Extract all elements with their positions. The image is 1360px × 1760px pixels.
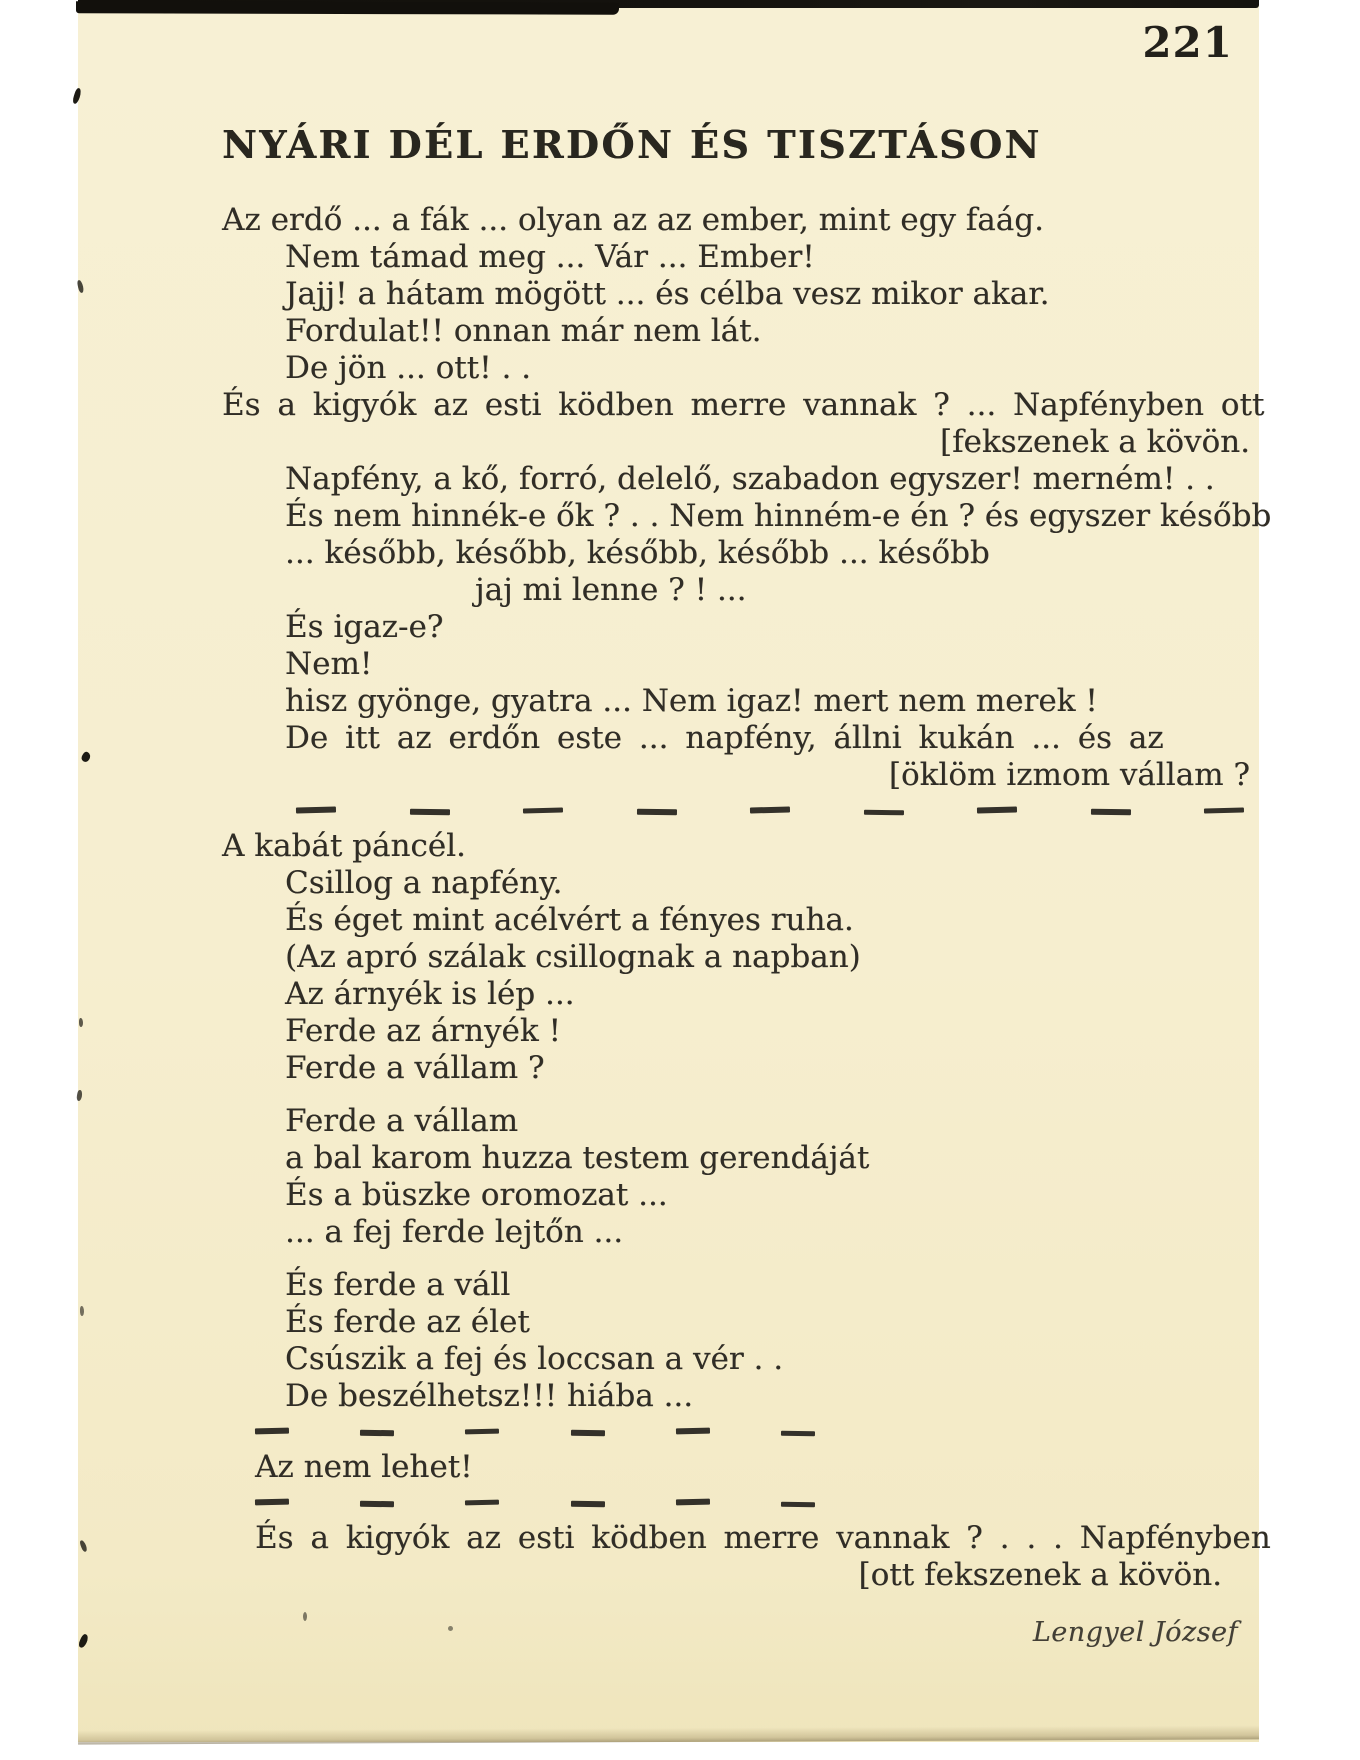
ink-speck bbox=[79, 1018, 83, 1027]
poem-line: Nem! bbox=[285, 646, 373, 682]
separator-dash bbox=[781, 1501, 815, 1506]
poem-line: Csillog a napfény. bbox=[285, 865, 563, 901]
separator-dash bbox=[255, 1499, 289, 1506]
poem-line: És igaz-e? bbox=[285, 609, 444, 645]
poem-line: Jajj! a hátam mögött ... és célba vesz mikor akar. bbox=[285, 276, 1050, 312]
separator-dash bbox=[465, 1428, 499, 1434]
separator-dash bbox=[863, 809, 903, 815]
separator-dash bbox=[636, 809, 676, 816]
poem-line: [ott fekszenek a kövön. bbox=[858, 1557, 1222, 1593]
separator-dash bbox=[1090, 809, 1130, 816]
stanza-separator bbox=[255, 1415, 815, 1449]
poem-line: Az nem lehet! bbox=[255, 1449, 473, 1485]
separator-dash bbox=[255, 1428, 289, 1435]
stanza-gap bbox=[222, 1251, 1250, 1267]
separator-dash bbox=[523, 807, 563, 813]
ink-speck bbox=[80, 1306, 84, 1316]
poem-line: [fekszenek a kövön. bbox=[939, 424, 1250, 460]
poem-line: Ferde az árnyék ! bbox=[285, 1013, 561, 1049]
stanza-separator bbox=[255, 1486, 815, 1520]
poem-line: Az árnyék is lép ... bbox=[285, 976, 575, 1012]
poem-line: De itt az erdőn este ... napfény, állni kukán ... és az bbox=[285, 720, 1164, 756]
poem-line: Fordulat!! onnan már nem lát. bbox=[285, 313, 762, 349]
poem-line: [öklöm izmom vállam ? bbox=[888, 757, 1250, 793]
poem-line: Nem támad meg ... Vár ... Ember! bbox=[285, 239, 815, 275]
poem-line: jaj mi lenne ? ! ... bbox=[475, 572, 747, 608]
poem-line: (Az apró szálak csillognak a napban) bbox=[285, 939, 861, 975]
poem-line: És a kigyók az esti ködben merre vannak ? . . . Napfényben bbox=[255, 1520, 1271, 1556]
poem-line: Ferde a vállam bbox=[285, 1103, 519, 1139]
separator-dash bbox=[465, 1499, 499, 1505]
separator-dash bbox=[1204, 807, 1244, 813]
ink-speck bbox=[72, 87, 83, 104]
poem-line: És ferde az élet bbox=[285, 1304, 530, 1340]
scan-edge-bottom bbox=[78, 1725, 1259, 1744]
author-signature: Lengyel József bbox=[1032, 1617, 1238, 1648]
poem-title: NYÁRI DÉL ERDŐN ÉS TISZTÁSON bbox=[222, 122, 1042, 167]
poem-line: És a büszke oromozat ... bbox=[285, 1177, 668, 1213]
separator-dash bbox=[409, 809, 449, 816]
poem-line: És nem hinnék-e ők ? . . Nem hinném-e én ? és egyszer később bbox=[285, 498, 1272, 534]
poem-line: Napfény, a kő, forró, delelő, szabadon egyszer! merném! . . bbox=[285, 461, 1215, 497]
ink-speck bbox=[80, 751, 92, 764]
text-column bbox=[222, 0, 1272, 1651]
poem-line: a bal karom huzza testem gerendáját bbox=[285, 1140, 870, 1176]
poem-line: És a kigyók az esti ködben merre vannak ? ... Napfényben ott bbox=[222, 387, 1265, 423]
poem-line: hisz gyönge, gyatra ... Nem igaz! mert nem merek ! bbox=[285, 683, 1098, 719]
poem-line: ... később, később, később, később ... később bbox=[285, 535, 990, 571]
separator-dash bbox=[360, 1430, 394, 1436]
poem-line: Az erdő ... a fák ... olyan az az ember, mint egy faág. bbox=[222, 202, 1044, 238]
poem-line: És éget mint acélvért a fényes ruha. bbox=[285, 902, 854, 938]
poem-line: Ferde a vállam ? bbox=[285, 1050, 545, 1086]
ink-speck bbox=[77, 1633, 89, 1649]
poem-line: És ferde a váll bbox=[285, 1267, 511, 1303]
poem-line: Csúszik a fej és loccsan a vér . . bbox=[285, 1341, 784, 1377]
ink-speck bbox=[79, 1540, 88, 1553]
stanza-gap bbox=[222, 1594, 1250, 1614]
separator-dash bbox=[977, 807, 1017, 814]
stanza-gap bbox=[222, 1087, 1250, 1103]
separator-dash bbox=[571, 1430, 605, 1436]
separator-dash bbox=[360, 1501, 394, 1507]
poem-body bbox=[222, 202, 1272, 1651]
poem-line: ... a fej ferde lejtőn ... bbox=[285, 1214, 624, 1250]
separator-dash bbox=[676, 1428, 710, 1435]
poem-line: De beszélhetsz!!! hiába ... bbox=[285, 1378, 694, 1414]
poem-line: De jön ... ott! . . bbox=[285, 350, 532, 386]
ink-speck bbox=[76, 1090, 83, 1102]
ink-speck bbox=[303, 1612, 307, 1621]
stanza-separator bbox=[296, 794, 1244, 828]
separator-dash bbox=[781, 1430, 815, 1435]
separator-dash bbox=[750, 807, 790, 814]
ink-speck bbox=[448, 1626, 453, 1631]
ink-speck bbox=[77, 280, 85, 294]
book-page bbox=[78, 0, 1272, 1742]
separator-dash bbox=[676, 1499, 710, 1506]
page-number: 221 bbox=[1142, 18, 1233, 67]
separator-dash bbox=[296, 807, 336, 814]
poem-line: A kabát páncél. bbox=[222, 828, 466, 864]
separator-dash bbox=[571, 1501, 605, 1507]
